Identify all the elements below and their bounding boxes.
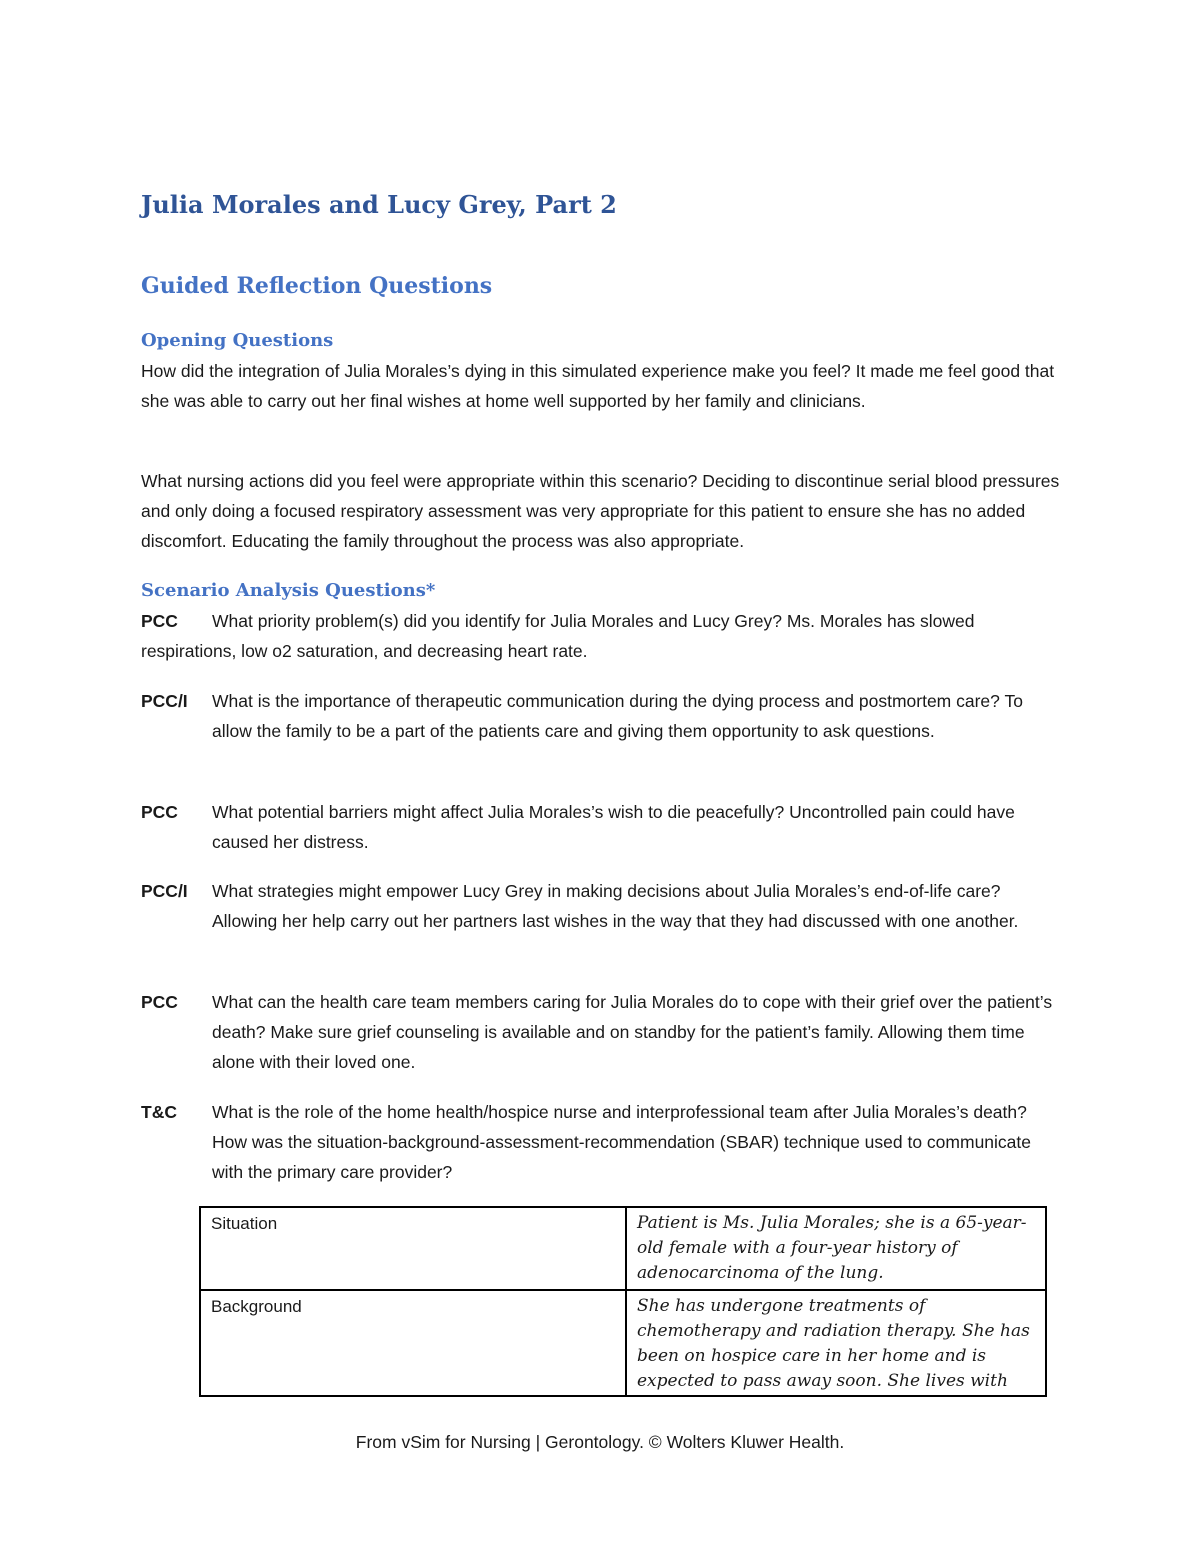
opening-questions-heading: Opening Questions [141, 330, 334, 351]
scenario-question-5 [141, 987, 1061, 1077]
question-text: What priority problem(s) did you identify for Julia Morales and Lucy Grey? Ms. Morales has slowed respirations, low o2 saturation, and decreasing heart rate. [141, 611, 975, 661]
sbar-table [199, 1206, 1047, 1397]
sbar-row-background [200, 1290, 1046, 1396]
opening-question-1: How did the integration of Julia Morales’s dying in this simulated experience make you feel? It made me feel good that she was able to carry out her final wishes at home well supported by her family and clinicians. [141, 361, 1055, 411]
sbar-value: She has undergone treatments of chemotherapy and radiation therapy. She has been on hospice care in her home and is expected to pass away soon. She lives with [637, 1296, 1030, 1391]
section-heading: Guided Reflection Questions [141, 273, 493, 299]
sbar-value: Patient is Ms. Julia Morales; she is a 65-year-old female with a four-year history of adenocarcinoma of the lung. [626, 1207, 1046, 1290]
sbar-label: Background [200, 1290, 626, 1396]
question-text: What can the health care team members caring for Julia Morales do to cope with their grief over the patient’s death? Make sure grief counseling is available and on standby for the patient’s family. Allowing them time alone with their loved one. [212, 992, 1053, 1072]
sbar-row-situation [200, 1207, 1046, 1290]
document-title: Julia Morales and Lucy Grey, Part 2 [141, 190, 617, 219]
question-tag: T&C [141, 1102, 177, 1122]
question-tag: PCC [141, 802, 178, 822]
scenario-analysis-heading: Scenario Analysis Questions* [141, 580, 436, 601]
scenario-question-1 [141, 606, 1061, 666]
opening-question-2: What nursing actions did you feel were appropriate within this scenario? Deciding to discontinue serial blood pressures and only doing a focused respiratory assessment was very appropriate for this patient to ensure she has no added discomfort. Educating the family throughout the process was also appropriate. [141, 471, 1060, 551]
sbar-value-cell [626, 1290, 1046, 1396]
question-tag: PCC/I [141, 881, 188, 901]
scenario-question-6 [141, 1097, 1061, 1187]
question-text: What strategies might empower Lucy Grey in making decisions about Julia Morales’s end-of-life care? Allowing her help carry out her partners last wishes in the way that they had discussed with one another. [212, 881, 1019, 931]
question-text: What is the importance of therapeutic communication during the dying process and postmortem care? To allow the family to be a part of the patients care and giving them opportunity to ask questions. [212, 691, 1023, 741]
question-text: What is the role of the home health/hospice nurse and interprofessional team after Julia Morales’s death? How was the situation-background-assessment-recommendation (SBAR) technique used to communicate with the primary care provider? [212, 1102, 1032, 1182]
question-text: What potential barriers might affect Julia Morales’s wish to die peacefully? Uncontrolled pain could have caused her distress. [212, 802, 1015, 852]
question-tag: PCC [141, 611, 178, 631]
page-footer: From vSim for Nursing | Gerontology. © Wolters Kluwer Health. [355, 1432, 845, 1452]
scenario-question-2 [141, 686, 1061, 746]
question-tag: PCC [141, 992, 178, 1012]
scenario-question-3 [141, 797, 1061, 857]
scenario-question-4 [141, 876, 1061, 936]
question-tag: PCC/I [141, 691, 188, 711]
sbar-label: Situation [200, 1207, 626, 1290]
